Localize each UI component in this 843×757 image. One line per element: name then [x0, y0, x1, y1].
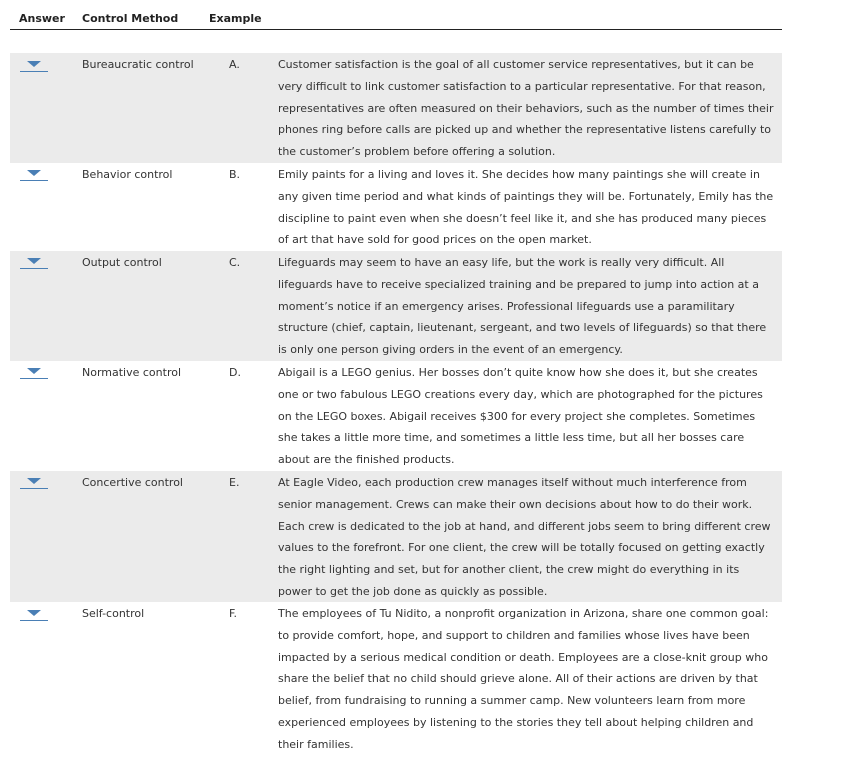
example-text: The employees of Tu Nidito, a nonprofit organization in Arizona, share one common goal: to provide comfort, hope, and support to children and families whose lives have been impacted by a serious medical condition or death. Employees are a close-knit group who share the belief that no child should grieve alone. All of their actions are driven by that belief, from fundraising to running a summer camp. New volunteers learn from more experienced employees by listening to the stories they tell about helping children and their families. — [278, 607, 769, 751]
matching-table — [10, 53, 782, 754]
chevron-down-icon — [27, 368, 41, 374]
control-method-label: Self-control — [82, 607, 145, 620]
answer-dropdown-6[interactable] — [20, 610, 48, 622]
control-method-label: Bureaucratic control — [82, 58, 194, 71]
header-answer: Answer — [19, 12, 65, 25]
table-row — [10, 53, 782, 163]
header-control-method: Control Method — [82, 12, 179, 25]
example-text: Lifeguards may seem to have an easy life, but the work is really very difficult. All lifeguards have to receive specialized training and be prepared to jump into action at a moment’s notice if an emergency arises. Professional lifeguards use a paramilitary structure (chief, captain, lieutenant, sergeant, and two levels of lifeguards) so that there is only one person giving orders in the event of an emergency. — [278, 256, 767, 357]
example-letter: A. — [229, 58, 240, 71]
chevron-down-icon — [27, 61, 41, 67]
example-letter: E. — [229, 476, 240, 489]
example-letter: C. — [229, 256, 241, 269]
answer-dropdown-4[interactable] — [20, 368, 48, 380]
table-header — [10, 0, 782, 30]
example-text: At Eagle Video, each production crew manages itself without much interference from senior management. Crews can make their own decisions about how to do their work. Each crew is dedicated to the job at hand, and different jobs seem to bring different crew values to the forefront. For one client, the crew will be totally focused on getting exactly the right lighting and set, but for another client, the crew might do everything in its power to get the job done as quickly as possible. — [278, 476, 771, 598]
table-row — [10, 602, 782, 754]
example-text: Abigail is a LEGO genius. Her bosses don’t quite know how she does it, but she creates one or two fabulous LEGO creations every day, which are photographed for the pictures on the LEGO boxes. Abigail receives $300 for every project she completes. Sometimes she takes a little more time, and sometimes a little less time, but all her bosses care about are the finished products. — [278, 366, 763, 467]
control-method-label: Behavior control — [82, 168, 173, 181]
example-letter: D. — [229, 366, 241, 379]
chevron-down-icon — [27, 610, 41, 616]
chevron-down-icon — [27, 258, 41, 264]
example-letter: B. — [229, 168, 241, 181]
answer-dropdown-3[interactable] — [20, 258, 48, 270]
control-method-label: Normative control — [82, 366, 182, 379]
control-method-label: Concertive control — [82, 476, 183, 489]
example-letter: F. — [229, 607, 238, 620]
answer-dropdown-1[interactable] — [20, 61, 48, 73]
chevron-down-icon — [27, 478, 41, 484]
answer-dropdown-5[interactable] — [20, 478, 48, 490]
table-row — [10, 163, 782, 251]
table-row — [10, 251, 782, 361]
chevron-down-icon — [27, 170, 41, 176]
example-text: Emily paints for a living and loves it. She decides how many paintings she will create in any given time period and what kinds of paintings they will be. Fortunately, Emily has the discipline to paint even when she doesn’t feel like it, and she has produced many pieces of art that have sold for good prices on the open market. — [278, 168, 774, 247]
example-text: Customer satisfaction is the goal of all customer service representatives, but it can be very difficult to link customer satisfaction to a particular representative. For that reason, representatives are often measured on their behaviors, such as the number of times their phones ring before calls are picked up and whether the representative listens carefully to the customer’s problem before offering a solution. — [278, 58, 774, 159]
table-row — [10, 471, 782, 602]
answer-dropdown-2[interactable] — [20, 170, 48, 182]
control-method-label: Output control — [82, 256, 162, 269]
table-row — [10, 361, 782, 471]
header-example: Example — [209, 12, 262, 25]
